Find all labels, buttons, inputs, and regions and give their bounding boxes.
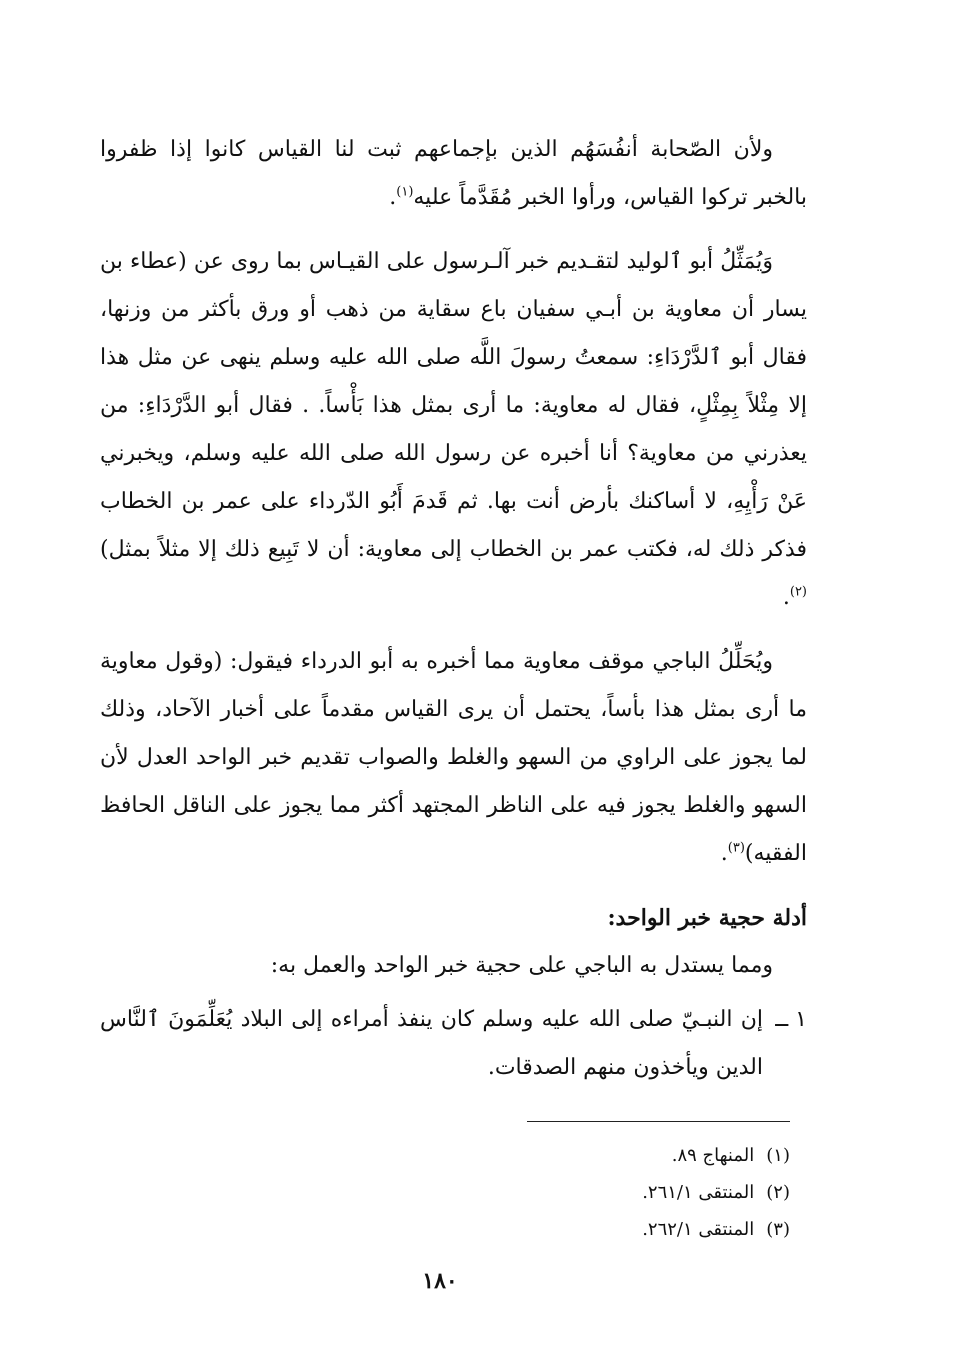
section-intro: ومما يستدل به الباجي على حجية خبر الواحد والعمل به: (270, 953, 773, 978)
paragraph-2-end: . (782, 585, 790, 610)
footnote-1 (500, 1137, 790, 1174)
footnote-3-number: (٣) (766, 1219, 790, 1240)
footnote-separator (527, 1121, 790, 1122)
section-heading: أدلة حجية خبر الواحد: (607, 905, 807, 931)
paragraph-2-text: وَيُمَثِّلُ أبو ٱلوليد لتقـديم خبر آلـرسول على القيـاس بما روى عن (عطاء بن يسار أن معاوية بن أبـي سفيان باع سقاية من ذهب أو ورق بأكثر من وزنها، فقال أبو ٱلدَّرْدَاءِ: سمعتُ رسولَ اللَّه صلى الله عليه وسلم ينهى عن مثل هذا إلا مِثْلاً بِمِثْلٍ، فقال له معاوية: ما أرى بمثل هذا بَأْساً. . فقال أبو الدَّرْدَاءِ: من يعذرني من معاوية؟ أنا أخبره عن رسول الله صلى الله عليه وسلم، ويخبرني عَنْ رَأْيِهِ، لا أساكنك بأرض أنت بها. ثم قَدمَ أَبُو الدّرداء على عمر بن الخطاب فذكر ذلك له، فكتب عمر بن الخطاب إلى معاوية: أن لا تَبِيع ذلك إلا مثلاً بمثل) (100, 249, 807, 562)
paragraph-3-text: ويُحَلِّلُ الباجي موقف معاوية مما أخبره به أبو الدرداء فيقول: (وقول معاوية ما أرى بمثل هذا بأساً، يحتمل أن يرى القياس مقدماً على أخبار الآحاد، وذلك لما يجوز على الراوي من السهو والغلط والصواب تقديم خبر الواحد العدل لأن السهو والغلط يجوز فيه على الناظر المجتهد أكثر مما يجوز على الناقل الحافظ الفقيه) (100, 649, 808, 866)
footnote-2-text: المنتقى ٢٦١/١. (642, 1182, 755, 1203)
footnote-ref-1: (١) (396, 184, 414, 200)
footnote-ref-3: (٣) (727, 840, 745, 856)
footnote-3-text: المنتقى ٢٦٢/١. (642, 1219, 755, 1240)
main-text (100, 126, 807, 1092)
paragraph-1-text: ولأن الصّحابة أنفُسَهُم الذين بإجماعهم ثبت لنا القياس كانوا إذا ظفروا بالخبر تركوا القياس، ورأوا الخبر مُقَدَّماً عليه (100, 137, 807, 210)
footnotes (500, 1137, 790, 1248)
footnote-3 (500, 1211, 790, 1248)
list-item-number: ١ ــ (775, 1007, 807, 1032)
page-number: ١٨٠ (422, 1268, 458, 1294)
list-item-text: إن النبـيّ صلى الله عليه وسلم كان ينفذ أمراءه إلى البلاد يُعَلِّمَونَ ٱلنَّاس الدين ويأخذون منهم الصدقات. (100, 1007, 763, 1080)
list-item (100, 996, 807, 1092)
paragraph-1 (100, 126, 807, 222)
footnote-ref-2: (٢) (789, 584, 807, 600)
footnote-2 (500, 1174, 790, 1211)
footnote-2-number: (٢) (766, 1182, 790, 1203)
paragraph-3-end: . (720, 841, 728, 866)
footnote-1-number: (١) (766, 1145, 790, 1166)
paragraph-3 (100, 638, 807, 878)
footnote-1-text: المنهاج ٨٩. (671, 1145, 755, 1166)
paragraph-2 (100, 238, 807, 622)
paragraph-1-end: . (389, 185, 397, 210)
